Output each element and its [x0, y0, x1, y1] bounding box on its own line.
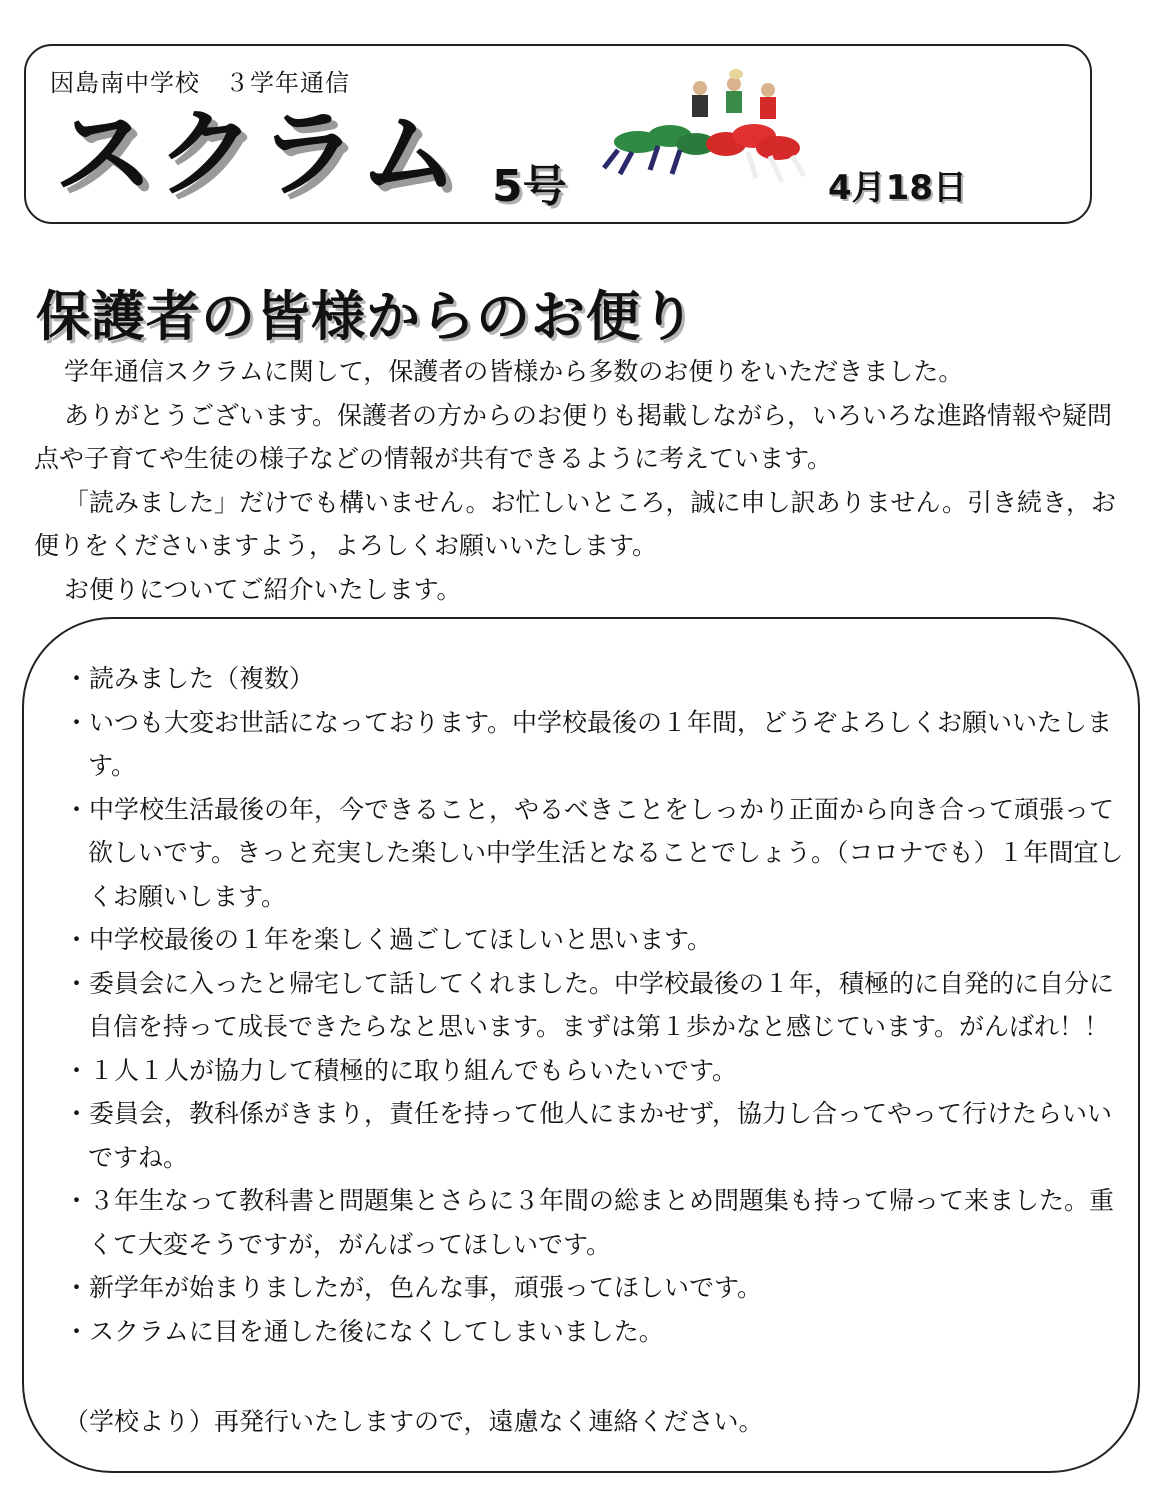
- green-pack: [604, 125, 716, 174]
- newsletter-masthead: スクラム: [54, 98, 461, 210]
- letter-item: ・新学年が始まりましたが，色んな事，頑張ってほしいです。: [64, 1273, 763, 1302]
- intro-paragraph: 学年通信スクラムに関して，保護者の皆様から多数のお便りをいただきました。: [64, 357, 964, 386]
- school-reply: （学校より）再発行いたしますので，遠慮なく連絡ください。: [64, 1407, 764, 1436]
- section-title: 保護者の皆様からのお便り: [36, 285, 696, 348]
- letter-item: ・委員会，教科係がきまり，責任を持って他人にまかせず，協力し合ってやって行けたらいいですね。: [64, 1099, 1113, 1172]
- intro-paragraph: お便りについてご紹介いたします。: [64, 574, 462, 604]
- letter-item: ・委員会に入ったと帰宅して話してくれました。中学校最後の１年，積極的に自発的に自分に自信を持って成長できたらなと思います。まずは第１歩かなと感じています。がんばれ！！: [64, 968, 1115, 1041]
- letter-item: ・スクラムに目を通した後になくしてしまいました。: [64, 1316, 664, 1346]
- letter-item: ・３年生なって教科書と問題集とさらに３年間の総まとめ問題集も持って帰って来ました。重くて大変そうですが，がんばってほしいです。: [64, 1186, 1115, 1259]
- intro-paragraph: 「読みました」だけでも構いません。お忙しいところ，誠に申し訳ありません。引き続き，お便りをくださいますよう，よろしくお願いいたします。: [34, 487, 1117, 560]
- school-name: 因島南中学校 ３学年通信: [50, 69, 350, 97]
- issue-number: 5号: [492, 161, 567, 212]
- intro-paragraph: ありがとうございます。保護者の方からのお便りも掲載しながら，いろいろな進路情報や疑問点や子育てや生徒の様子などの情報が共有できるように考えています。: [34, 400, 1113, 473]
- intro-text: [34, 350, 1134, 611]
- issue-date: 4月18日: [828, 168, 967, 208]
- rugby-scrum-illustration: [598, 64, 810, 194]
- letter-item: ・いつも大変お世話になっております。中学校最後の１年間，どうぞよろしくお願いいたします。: [64, 707, 1113, 780]
- letter-item: ・読みました（複数）: [64, 664, 315, 693]
- standing-players: [692, 69, 776, 119]
- letter-item: ・中学校生活最後の年，今できること，やるべきことをしっかり正面から向き合って頑張って欲しいです。きっと充実した楽しい中学生活となることでしょう。（コロナでも）１年間宜しくお願いします。: [64, 794, 1124, 911]
- red-pack: [706, 124, 804, 182]
- letter-item: ・１人１人が協力して積極的に取り組んでもらいたいです。: [64, 1055, 738, 1085]
- letters-list: [64, 657, 1134, 1353]
- letter-item: ・中学校最後の１年を楽しく過ごしてほしいと思います。: [64, 925, 713, 954]
